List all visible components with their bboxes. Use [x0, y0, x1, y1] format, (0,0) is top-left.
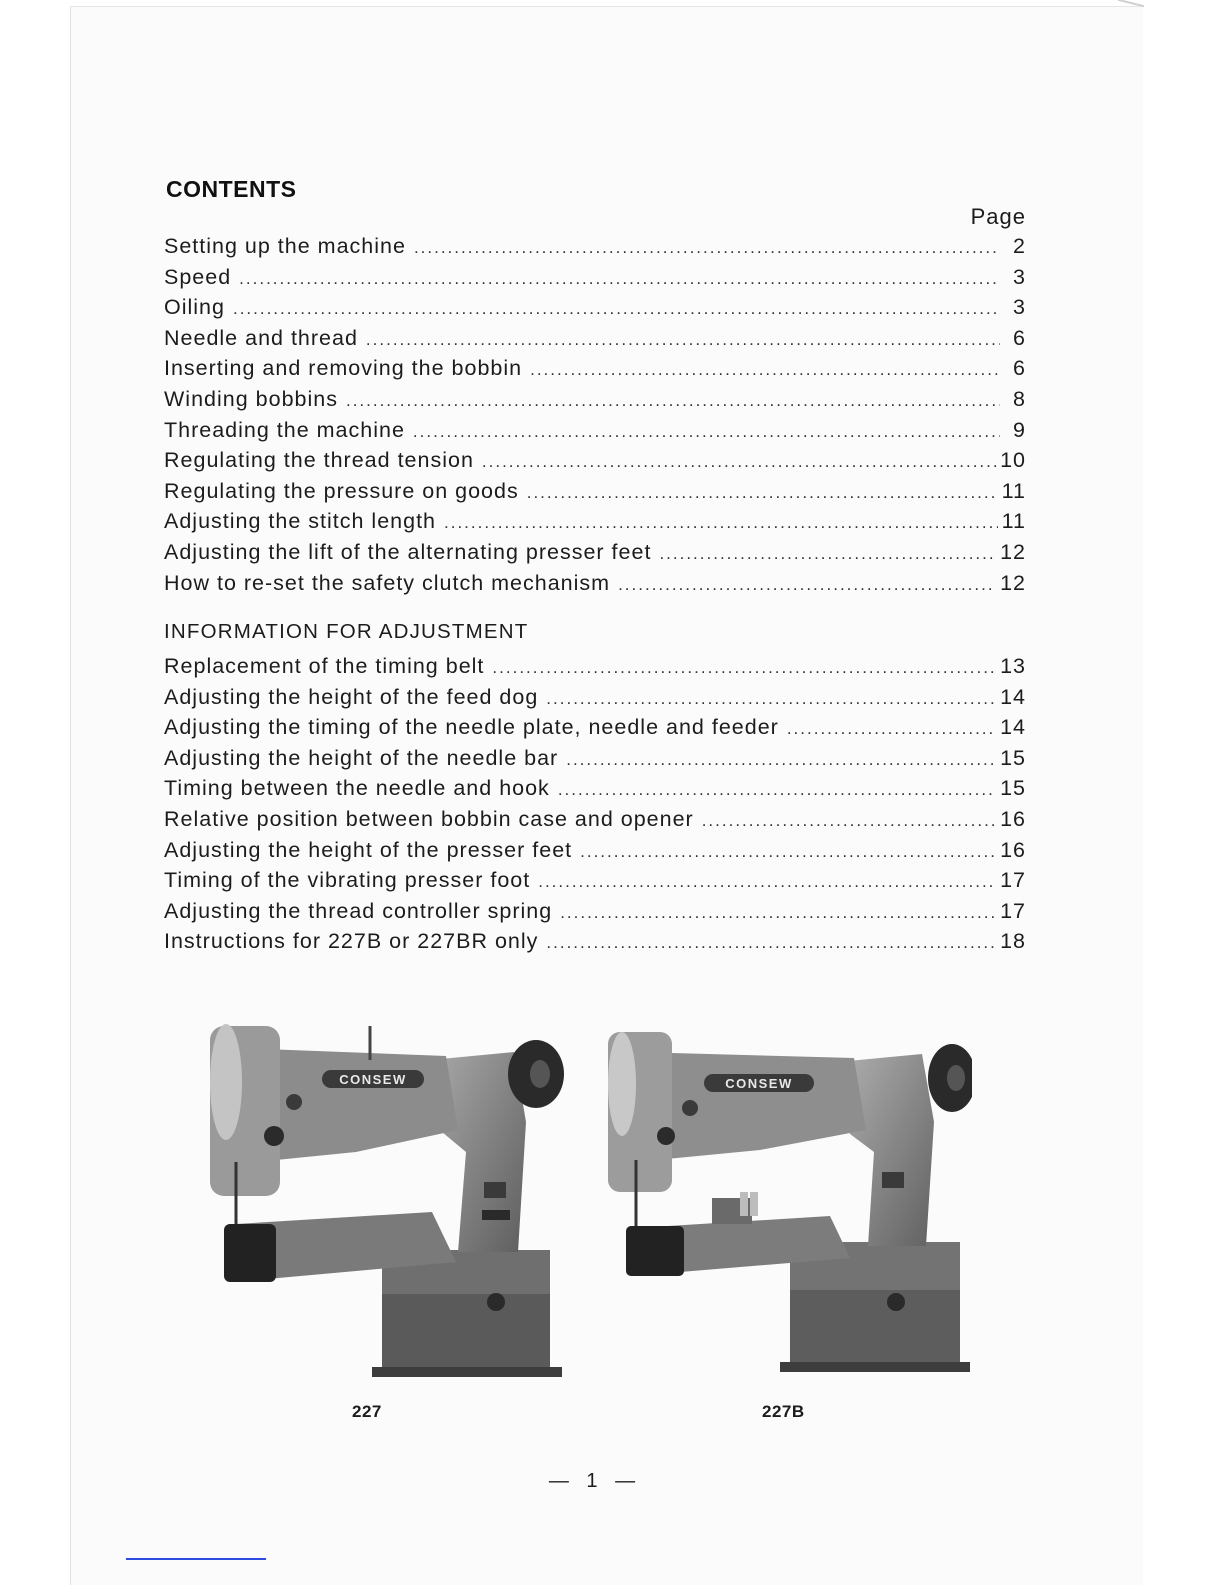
page-column-header: Page [970, 204, 1026, 229]
leader-dots [233, 299, 1000, 319]
leader-dots [558, 780, 996, 800]
toc-entry-page: 2 [1013, 234, 1026, 258]
toc-entry-page: 11 [1001, 478, 1026, 503]
toc-entry-page: 3 [1013, 295, 1026, 320]
toc-entry [164, 715, 1026, 746]
leader-dots [482, 452, 996, 472]
leader-dots [492, 658, 996, 678]
leader-dots [239, 269, 1000, 289]
toc-entry-label: Timing between the needle and hook [164, 776, 550, 801]
toc-entry-label: Adjusting the timing of the needle plate, needle and feeder [164, 715, 779, 740]
toc-entry-label: Relative position between bobbin case and opener [164, 806, 694, 831]
toc-entry-page: 17 [1000, 898, 1026, 923]
leader-dots [787, 719, 996, 739]
toc-entry-page: 13 [1000, 654, 1026, 678]
toc-entry-page: 12 [1000, 539, 1026, 564]
toc-entry-page: 8 [1013, 386, 1026, 411]
toc-entry-page: 14 [1000, 715, 1026, 740]
toc-entry-page: 18 [1000, 929, 1026, 954]
figure-caption: 227B [762, 1402, 805, 1421]
leader-dots [702, 811, 996, 831]
leader-dots [659, 544, 996, 564]
toc-entry-label: Winding bobbins [164, 386, 338, 411]
page-number: — 1 — [548, 1470, 642, 1492]
leader-dots [580, 842, 996, 862]
toc-entry-page: 15 [1000, 776, 1026, 801]
toc-entry-page: 16 [1000, 806, 1026, 831]
toc-entry-label: Setting up the machine [164, 234, 406, 258]
toc-entry [164, 356, 1026, 387]
toc-entry-page: 9 [1013, 417, 1026, 442]
toc-entry-page: 11 [1001, 509, 1026, 534]
toc-entry [164, 899, 1026, 930]
brand-nameplate: CONSEW [725, 1076, 793, 1091]
toc-entry-label: Adjusting the thread controller spring [164, 898, 553, 923]
toc-entry [164, 509, 1026, 540]
toc-entry [164, 838, 1026, 869]
toc-entry-label: How to re-set the safety clutch mechanism [164, 570, 611, 595]
toc-entry-page: 14 [1000, 684, 1026, 709]
toc-entry [164, 418, 1026, 449]
sewing-machine-227b-photo [600, 1022, 972, 1378]
toc-entry-label: Threading the machine [164, 417, 405, 442]
toc-entry-label: Adjusting the height of the feed dog [164, 684, 539, 709]
toc-entry-label: Oiling [164, 295, 225, 320]
sewing-machine-227-photo [196, 1012, 572, 1380]
leader-dots [366, 330, 1000, 350]
leader-dots [444, 513, 998, 533]
toc-entry-page: 15 [1000, 745, 1026, 770]
leader-dots [414, 238, 1000, 258]
contents-title: CONTENTS [166, 176, 297, 202]
toc-entry-page: 6 [1013, 325, 1026, 350]
section-heading-adjustment: INFORMATION FOR ADJUSTMENT [164, 620, 529, 643]
link-underline[interactable] [126, 1558, 266, 1560]
toc-entry [164, 540, 1026, 571]
toc-entry [164, 326, 1026, 357]
toc-entry [164, 654, 1026, 685]
toc-entry [164, 387, 1026, 418]
toc-entry-label: Replacement of the timing belt [164, 654, 485, 678]
toc-entry-label: Timing of the vibrating presser foot [164, 868, 531, 893]
toc-entry [164, 929, 1026, 960]
toc-entry-page: 10 [1000, 448, 1026, 473]
leader-dots [566, 750, 996, 770]
toc-entry-label: Adjusting the height of the needle bar [164, 745, 559, 770]
contents-list [164, 234, 1026, 601]
toc-entry-label: Inserting and removing the bobbin [164, 356, 523, 381]
toc-entry-page: 16 [1000, 837, 1026, 862]
toc-entry-label: Adjusting the stitch length [164, 509, 437, 534]
toc-entry [164, 868, 1026, 899]
leader-dots [530, 360, 1000, 380]
toc-entry [164, 746, 1026, 777]
leader-dots [618, 575, 996, 595]
toc-entry [164, 234, 1026, 265]
toc-entry-label: Regulating the pressure on goods [164, 478, 519, 503]
toc-entry [164, 571, 1026, 602]
toc-entry [164, 807, 1026, 838]
leader-dots [546, 933, 996, 953]
toc-entry-page: 6 [1013, 356, 1026, 381]
leader-dots [346, 391, 1000, 411]
toc-entry-page: 17 [1000, 868, 1026, 893]
toc-entry [164, 265, 1026, 296]
brand-nameplate: CONSEW [339, 1072, 407, 1087]
toc-entry [164, 479, 1026, 510]
leader-dots [538, 872, 996, 892]
toc-entry-label: Adjusting the lift of the alternating presser feet [164, 539, 652, 564]
leader-dots [527, 483, 998, 503]
toc-entry-label: Regulating the thread tension [164, 448, 474, 473]
leader-dots [413, 422, 1000, 442]
toc-entry-label: Adjusting the height of the presser feet [164, 837, 573, 862]
toc-entry [164, 448, 1026, 479]
toc-entry [164, 776, 1026, 807]
toc-entry-label: Instructions for 227B or 227BR only [164, 929, 539, 954]
toc-entry-page: 12 [1000, 570, 1026, 595]
toc-entry-label: Speed [164, 264, 232, 289]
toc-entry [164, 295, 1026, 326]
leader-dots [546, 689, 996, 709]
leader-dots [560, 903, 996, 923]
toc-entry [164, 685, 1026, 716]
adjustment-list [164, 654, 1026, 960]
figure-caption: 227 [352, 1402, 382, 1421]
toc-entry-label: Needle and thread [164, 325, 358, 350]
toc-entry-page: 3 [1013, 264, 1026, 289]
